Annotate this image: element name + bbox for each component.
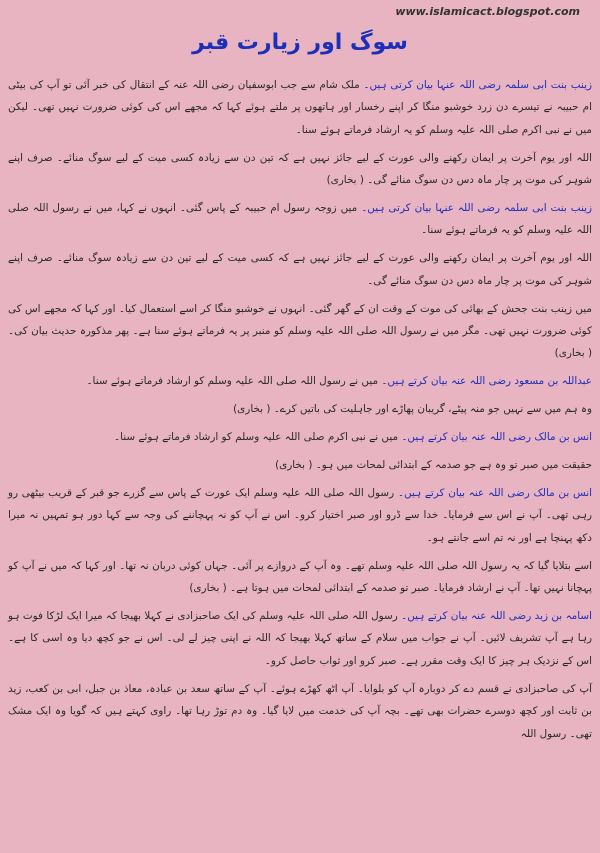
- narrator-attribution: انس بن مالک رضی اللہ عنہ بیان کرتے ہیں۔: [401, 431, 592, 444]
- paragraph: [8, 605, 592, 672]
- site-url: www.islamicact.blogspot.com: [395, 5, 580, 18]
- paragraph: [8, 74, 592, 141]
- paragraph: [8, 370, 592, 392]
- paragraph-text: اللہ اور یوم آخرت پر ایمان رکھنے والی عورت کے لیے جائز نہیں ہے کہ تین دن سے زیادہ کسی میت کے لیے سوگ منائے۔ صرف اپنے شوہر کی موت پر چار ماہ دس دن سوگ منائے گی۔ ( بخاری): [8, 151, 592, 187]
- paragraph-text: میں زینب بنت جحش کے بھائی کی موت کے وقت ان کے گھر گئی۔ انہوں نے خوشبو منگا کر اسے استعمال کیا۔ اور کہا کہ مجھے اس کی کوئی ضرورت نہیں تھی۔ مگر میں نے رسول اللہ صلی اللہ علیہ وسلم کو منبر پر یہ فرماتے ہوئے سنا ہے۔ پھر مذکورہ حدیث بیان کی۔ ( بخاری): [8, 302, 592, 360]
- paragraph: [8, 555, 592, 600]
- paragraph: [8, 147, 592, 192]
- paragraph-text: اسے بتلایا گیا کہ یہ رسول اللہ صلی اللہ علیہ وسلم تھے۔ وہ آپ کے دروازے پر آئی۔ جہاں کوئی دربان نہ تھا۔ اور کہا کہ میں نے آپ کو پہچانا نہیں تھا۔ آپ نے ارشاد فرمایا۔ صبر تو صدمہ کے ابتدائی لمحات میں ہوتا ہے۔ ( بخاری): [8, 559, 592, 595]
- paragraph-text: وہ ہم میں سے نہیں جو منہ پیٹے، گریبان پھاڑے اور جاہلیت کی باتیں کرے۔ ( بخاری): [233, 403, 592, 416]
- paragraph-text: اللہ اور یوم آخرت پر ایمان رکھنے والی عورت کے لیے جائز نہیں ہے کہ کسی میت کے لیے تین دن سے زیادہ سوگ منائے۔ صرف اپنے شوہر کی موت پر چار ماہ دس دن سوگ منائے گی۔: [8, 252, 592, 287]
- narrator-attribution: زینب بنت ابی سلمہ رضی اللہ عنہا بیان کرتی ہیں۔: [361, 202, 592, 215]
- article-body: [8, 74, 592, 750]
- paragraph-text: ملک شام سے جب ابوسفیان رضی اللہ عنہ کے انتقال کی خبر آئی تو آپ کی بیٹی ام حبیبہ نے تیسرے دن زرد خوشبو منگا کر اپنے رخسار اور ہاتھوں پر ملتے ہوئے کہا کہ مجھے اس کی کوئی ضرورت نہیں تھی۔ لیکن میں نے نبی اکرم صلی اللہ علیہ وسلم کو یہ ارشاد فرماتے ہوئے سنا۔: [8, 79, 592, 136]
- paragraph-text: رسول اللہ صلی اللہ علیہ وسلم کی ایک صاحبزادی نے کہلا بھیجا کہ میرا ایک لڑکا فوت ہو رہا ہے آپ تشریف لائیں۔ آپ نے جواب میں سلام کے ساتھ کہلا بھیجا کہ اللہ نے اپنی چیز لے لی۔ اس نے جو کچھ دیا وہ اسی کا ہے۔ اس کے نزدیک ہر چیز کا ایک وقت مقرر ہے۔ صبر کرو اور ثواب حاصل کرو۔: [8, 610, 592, 667]
- narrator-attribution: عبداللہ بن مسعود رضی اللہ عنہ بیان کرتے ہیں۔: [381, 375, 592, 388]
- paragraph-text: حقیقت میں صبر تو وہ ہے جو صدمہ کے ابتدائی لمحات میں ہو۔ ( بخاری): [275, 459, 592, 472]
- paragraph-text: رسول اللہ صلی اللہ علیہ وسلم ایک عورت کے پاس سے گزرے جو قبر کے قریب بیٹھی رو رہی تھی۔ آپ نے اس سے فرمایا۔ خدا سے ڈرو اور صبر اختیار کرو۔ اس نے آپ کو نہ پہچاننے کی وجہ سے کہا دور ہو تمہیں نہ میرا دکھ پہنچا ہے اور نہ تم اسے جانتے ہو۔: [8, 487, 592, 544]
- paragraph: [8, 426, 592, 448]
- paragraph: [8, 197, 592, 242]
- paragraph: [8, 678, 592, 745]
- paragraph: [8, 454, 592, 476]
- paragraph-text: میں نے نبی اکرم صلی اللہ علیہ وسلم کو ارشاد فرماتے ہوئے سنا۔: [114, 431, 402, 444]
- paragraph: [8, 482, 592, 549]
- narrator-attribution: انس بن مالک رضی اللہ عنہ بیان کرتے ہیں۔: [397, 487, 592, 499]
- paragraph: [8, 298, 592, 365]
- paragraph: [8, 398, 592, 420]
- page-title: سوگ اور زیارت قبر: [192, 30, 408, 55]
- narrator-attribution: اسامہ بن زید رضی اللہ عنہ بیان کرتے ہیں۔: [401, 610, 592, 623]
- paragraph-text: میں نے رسول اللہ صلی اللہ علیہ وسلم کو ارشاد فرماتے ہوئے سنا۔: [86, 375, 382, 388]
- narrator-attribution: زینب بنت ابی سلمہ رضی اللہ عنہا بیان کرتی ہیں۔: [363, 79, 592, 91]
- paragraph-text: میں زوجہ رسول ام حبیبہ کے پاس گئی۔ انہوں نے کہا، میں نے رسول اللہ صلی اللہ علیہ وسلم کو یہ فرماتے ہوئے سنا۔: [8, 202, 592, 237]
- paragraph-text: آپ کی صاحبزادی نے قسم دے کر دوبارہ آپ کو بلوایا۔ آپ اٹھ کھڑے ہوئے۔ آپ کے ساتھ سعد بن عبادہ، معاذ بن جبل، ابی بن کعب، زید بن ثابت اور کچھ دوسرے حضرات بھی تھے۔ بچہ آپ کی خدمت میں لایا گیا۔ وہ دم توڑ رہا تھا۔ راوی کہتے ہیں کہ گویا وہ ایک مشک تھی۔ رسول اللہ: [8, 682, 592, 740]
- paragraph: [8, 247, 592, 292]
